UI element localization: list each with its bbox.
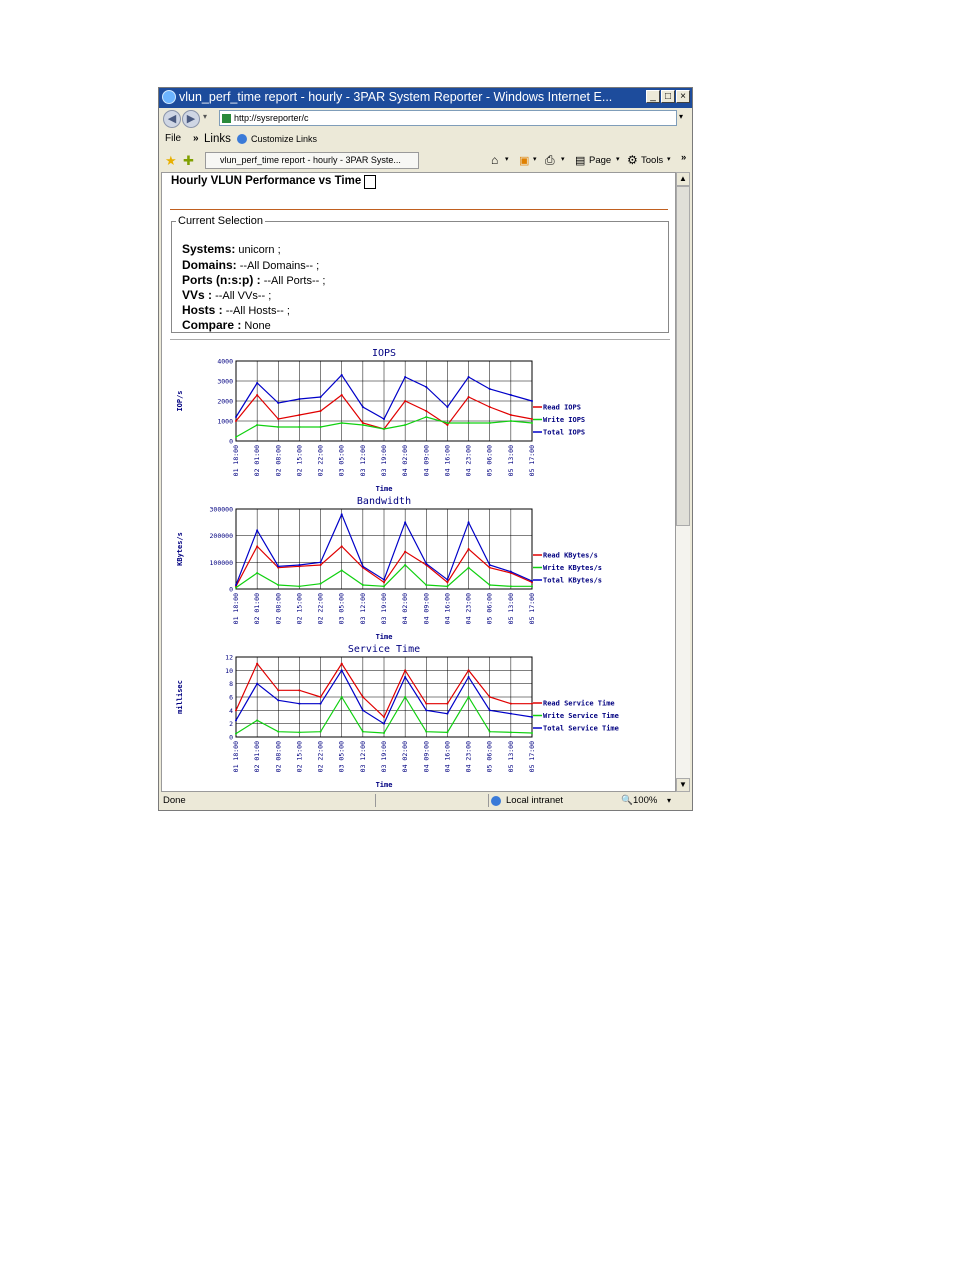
data-point-total-service-time [489, 709, 491, 711]
data-point-write-iops [256, 424, 258, 426]
x-tick-label: 02 22:00 [316, 593, 325, 625]
more-chevron-icon[interactable]: » [681, 152, 687, 163]
file-menu[interactable]: File [165, 133, 182, 144]
data-point-read-service-time [341, 663, 343, 665]
data-point-read-iops [446, 424, 448, 426]
zoom-icon[interactable]: 🔍 [621, 795, 633, 806]
data-point-read-service-time [383, 716, 385, 718]
data-point-write-iops [341, 422, 343, 424]
chevron-icon[interactable]: » [193, 133, 199, 144]
data-point-total-kbytes-s [383, 579, 385, 581]
data-point-total-kbytes-s [489, 564, 491, 566]
data-point-total-kbytes-s [298, 564, 300, 566]
zone-text: Local intranet [506, 795, 564, 806]
divider [170, 209, 668, 210]
selection-compare: Compare : None [182, 318, 271, 332]
data-point-read-kbytes-s [468, 548, 470, 550]
x-tick-label: 02 01:00 [253, 593, 262, 625]
tools-dropdown-icon[interactable]: ▾ [667, 156, 671, 163]
data-point-read-iops [404, 400, 406, 402]
x-tick-label: 01 18:00 [232, 741, 240, 773]
data-point-write-service-time [489, 731, 491, 733]
data-point-read-iops [489, 406, 491, 408]
data-point-write-kbytes-s [531, 585, 533, 587]
legend-label: Read IOPS [543, 403, 581, 412]
x-tick-label: 04 02:00 [401, 593, 410, 625]
current-selection-legend: Current Selection [178, 215, 263, 227]
data-point-read-kbytes-s [256, 545, 258, 547]
x-tick-label: 03 12:00 [358, 741, 367, 773]
add-favorites-icon[interactable]: ✚ [183, 153, 194, 168]
data-point-read-kbytes-s [446, 581, 448, 583]
x-tick-label: 02 08:00 [274, 593, 283, 625]
y-tick-label: 2 [229, 720, 233, 729]
data-point-read-kbytes-s [489, 567, 491, 569]
command-bar [159, 150, 692, 172]
data-point-total-service-time [256, 683, 258, 685]
y-tick-label: 3000 [217, 377, 233, 386]
data-point-write-service-time [446, 731, 448, 733]
selection-vvs: VVs : --All VVs-- ; [182, 288, 272, 302]
data-point-total-service-time [298, 703, 300, 705]
data-point-write-service-time [298, 731, 300, 733]
intranet-globe-icon [491, 796, 501, 806]
x-tick-label: 03 19:00 [380, 445, 388, 477]
minimize-button[interactable]: _ [646, 90, 660, 103]
x-tick-label: 02 15:00 [295, 445, 304, 477]
data-point-read-iops [468, 396, 470, 398]
data-point-total-iops [298, 398, 300, 400]
x-tick-label: 02 08:00 [274, 445, 283, 477]
tab-title: vlun_perf_time report - hourly - 3PAR Syste... [220, 155, 401, 165]
data-point-total-kbytes-s [341, 513, 343, 515]
data-point-write-kbytes-s [425, 584, 427, 586]
x-tick-label: 02 15:00 [295, 741, 304, 773]
browser-window [158, 87, 693, 811]
data-point-write-service-time [383, 732, 385, 734]
data-point-total-service-time [468, 676, 470, 678]
data-point-write-kbytes-s [235, 587, 237, 589]
x-axis-label: Time [375, 633, 393, 641]
data-point-write-iops [425, 416, 427, 418]
address-input[interactable] [219, 110, 677, 126]
data-point-write-kbytes-s [446, 585, 448, 587]
data-point-read-iops [235, 420, 237, 422]
chart-title: Service Time [347, 644, 421, 655]
data-point-read-kbytes-s [383, 581, 385, 583]
x-tick-label: 02 01:00 [253, 445, 262, 477]
data-point-write-service-time [235, 733, 237, 735]
x-tick-label: 04 16:00 [443, 445, 452, 477]
legend-label: Read Service Time [543, 699, 615, 708]
y-tick-label: 0 [229, 733, 233, 742]
page-menu[interactable]: Page [589, 155, 612, 166]
data-point-total-service-time [404, 676, 406, 678]
status-bar [159, 792, 692, 810]
y-tick-label: 2000 [217, 397, 233, 406]
data-point-write-service-time [425, 731, 427, 733]
x-tick-label: 04 16:00 [443, 593, 452, 625]
data-point-total-iops [468, 376, 470, 378]
legend-label: Total IOPS [543, 428, 586, 437]
vertical-scrollbar[interactable] [676, 172, 690, 792]
y-tick-label: 1000 [217, 417, 233, 426]
data-point-read-service-time [298, 689, 300, 691]
page-icon [222, 114, 231, 123]
data-point-write-iops [383, 428, 385, 430]
x-tick-label: 05 06:00 [485, 593, 494, 625]
data-point-total-iops [235, 416, 237, 418]
feeds-icon[interactable]: ▣ [519, 155, 530, 167]
y-tick-label: 0 [229, 585, 233, 594]
y-tick-label: 0 [229, 437, 233, 446]
data-point-total-kbytes-s [425, 563, 427, 565]
data-point-write-iops [510, 420, 512, 422]
data-point-read-service-time [425, 703, 427, 705]
data-point-total-iops [510, 394, 512, 396]
export-document-icon[interactable] [364, 175, 376, 189]
data-point-write-iops [277, 426, 279, 428]
x-tick-label: 04 09:00 [422, 445, 431, 477]
legend-label: Total KBytes/s [543, 576, 603, 585]
data-point-write-kbytes-s [341, 569, 343, 571]
x-tick-label: 05 13:00 [506, 445, 515, 477]
data-point-write-service-time [468, 696, 470, 698]
data-point-write-kbytes-s [277, 584, 279, 586]
status-text: Done [163, 795, 186, 806]
data-point-total-kbytes-s [531, 580, 533, 582]
zoom-dropdown-icon[interactable]: ▾ [667, 796, 672, 805]
x-tick-label: 04 02:00 [401, 445, 410, 477]
page-content [161, 172, 676, 792]
legend-label: Write KBytes/s [543, 564, 603, 572]
data-point-total-service-time [425, 709, 427, 711]
x-tick-label: 04 09:00 [422, 741, 431, 773]
y-tick-label: 300000 [209, 505, 233, 514]
data-point-write-service-time [256, 719, 258, 721]
maximize-button[interactable]: □ [661, 90, 675, 103]
favorites-star-icon[interactable]: ★ [165, 153, 177, 168]
data-point-read-service-time [320, 696, 322, 698]
x-tick-label: 05 06:00 [485, 741, 494, 773]
y-tick-label: 12 [225, 653, 233, 662]
selection-systems: Systems: unicorn ; [182, 242, 281, 256]
y-axis-label: KBytes/s [176, 532, 184, 566]
data-point-write-service-time [341, 696, 343, 698]
x-tick-label: 02 22:00 [316, 445, 325, 477]
bandwidth-chart [170, 493, 650, 641]
x-tick-label: 02 15:00 [295, 593, 304, 625]
current-selection-box [171, 221, 669, 333]
x-tick-label: 05 13:00 [506, 593, 515, 625]
data-point-read-service-time [468, 669, 470, 671]
customize-links[interactable]: Customize Links [251, 134, 318, 144]
x-tick-label: 03 19:00 [380, 741, 388, 773]
zoom-level[interactable]: 100% [633, 795, 658, 806]
data-point-write-kbytes-s [510, 585, 512, 587]
data-point-read-service-time [235, 709, 237, 711]
links-label[interactable]: Links [204, 133, 231, 145]
data-point-total-kbytes-s [320, 561, 322, 563]
data-point-write-kbytes-s [256, 572, 258, 574]
iops-chart [170, 345, 650, 493]
data-point-write-service-time [362, 731, 364, 733]
x-tick-label: 02 01:00 [253, 741, 262, 773]
data-point-read-iops [277, 418, 279, 420]
data-point-write-service-time [510, 731, 512, 733]
data-point-total-service-time [277, 699, 279, 701]
scroll-thumb[interactable] [676, 186, 690, 526]
x-tick-label: 05 17:00 [528, 741, 536, 773]
data-point-total-iops [383, 418, 385, 420]
data-point-total-iops [425, 386, 427, 388]
title-bar [159, 88, 692, 108]
x-tick-label: 03 12:00 [358, 445, 367, 477]
data-point-write-iops [362, 424, 364, 426]
data-point-read-service-time [489, 696, 491, 698]
x-tick-label: 03 19:00 [380, 593, 388, 625]
x-tick-label: 03 05:00 [337, 741, 346, 773]
page-menu-icon[interactable]: ▤ [575, 155, 586, 167]
data-point-read-service-time [531, 703, 533, 705]
tab-current[interactable] [205, 152, 419, 169]
address-dropdown-icon[interactable]: ▾ [679, 112, 684, 121]
data-point-read-service-time [362, 696, 364, 698]
selection-ports: Ports (n:s:p) : --All Ports-- ; [182, 273, 326, 287]
data-point-write-iops [404, 424, 406, 426]
forward-arrow-icon[interactable]: ▶ [182, 110, 200, 128]
window-title: vlun_perf_time report - hourly - 3PAR System Reporter - Windows Internet E... [179, 90, 613, 104]
chart-title: IOPS [371, 348, 397, 359]
service-time-chart [170, 641, 650, 789]
x-tick-label: 02 08:00 [274, 741, 283, 773]
x-tick-label: 03 05:00 [337, 593, 346, 625]
data-point-read-service-time [404, 669, 406, 671]
data-point-total-kbytes-s [256, 529, 258, 531]
page-title: Hourly VLUN Performance vs Time [171, 175, 376, 189]
x-tick-label: 05 17:00 [528, 593, 536, 625]
data-point-read-iops [362, 422, 364, 424]
data-point-total-service-time [510, 713, 512, 715]
data-point-write-iops [531, 422, 533, 424]
data-point-write-service-time [320, 731, 322, 733]
legend-label: Write Service Time [543, 712, 619, 720]
data-point-total-service-time [446, 713, 448, 715]
data-point-total-service-time [383, 723, 385, 725]
x-tick-label: 04 23:00 [464, 445, 473, 477]
data-point-read-service-time [277, 689, 279, 691]
close-button[interactable]: × [676, 90, 690, 103]
x-tick-label: 05 17:00 [528, 445, 536, 477]
x-tick-label: 04 02:00 [401, 741, 410, 773]
data-point-read-service-time [256, 663, 258, 665]
links-bar [159, 130, 692, 148]
y-tick-label: 6 [229, 693, 233, 702]
scroll-down-icon[interactable]: ▼ [676, 778, 690, 792]
x-tick-label: 03 12:00 [358, 593, 367, 625]
data-point-read-kbytes-s [404, 551, 406, 553]
x-tick-label: 01 18:00 [232, 593, 240, 625]
legend-label: Total Service Time [543, 724, 619, 733]
data-point-write-service-time [531, 732, 533, 734]
data-point-write-iops [320, 426, 322, 428]
data-point-total-kbytes-s [510, 571, 512, 573]
y-tick-label: 100000 [209, 558, 233, 567]
data-point-read-kbytes-s [341, 545, 343, 547]
data-point-read-service-time [446, 703, 448, 705]
data-point-write-iops [489, 422, 491, 424]
page-dropdown-icon[interactable]: ▾ [616, 156, 620, 163]
data-point-write-kbytes-s [404, 564, 406, 566]
tools-gear-icon[interactable]: ⚙ [627, 153, 638, 167]
history-dropdown-icon[interactable]: ▾ [203, 112, 208, 121]
data-point-total-iops [489, 388, 491, 390]
data-point-write-iops [446, 422, 448, 424]
feeds-dropdown-icon[interactable]: ▾ [533, 156, 537, 163]
data-point-read-iops [256, 394, 258, 396]
data-point-read-service-time [510, 703, 512, 705]
ie-link-icon [237, 134, 247, 144]
print-icon[interactable]: ⎙ [545, 153, 555, 167]
data-point-write-kbytes-s [320, 583, 322, 585]
data-point-total-iops [256, 382, 258, 384]
data-point-total-kbytes-s [468, 521, 470, 523]
data-point-write-service-time [404, 696, 406, 698]
data-point-total-kbytes-s [446, 579, 448, 581]
data-point-write-service-time [277, 731, 279, 733]
data-point-total-kbytes-s [277, 565, 279, 567]
back-arrow-icon[interactable]: ◀ [163, 110, 181, 128]
data-point-write-iops [468, 422, 470, 424]
data-point-total-service-time [320, 703, 322, 705]
address-url: http://sysreporter/c [234, 113, 309, 123]
x-tick-label: 01 18:00 [232, 445, 240, 477]
data-point-read-iops [298, 414, 300, 416]
x-axis-label: Time [375, 485, 393, 493]
y-axis-label: millisec [176, 680, 184, 714]
y-tick-label: 10 [225, 666, 233, 675]
y-tick-label: 8 [229, 680, 233, 689]
x-tick-label: 04 16:00 [443, 741, 452, 773]
data-point-write-kbytes-s [468, 567, 470, 569]
data-point-read-iops [320, 410, 322, 412]
data-point-total-kbytes-s [362, 565, 364, 567]
data-point-read-kbytes-s [320, 564, 322, 566]
x-tick-label: 04 23:00 [464, 741, 473, 773]
data-point-write-iops [298, 426, 300, 428]
data-point-total-kbytes-s [404, 521, 406, 523]
data-point-total-kbytes-s [235, 584, 237, 586]
x-tick-label: 04 23:00 [464, 593, 473, 625]
divider [170, 339, 670, 340]
selection-domains: Domains: --All Domains-- ; [182, 258, 320, 272]
data-point-total-service-time [531, 716, 533, 718]
data-point-total-iops [277, 402, 279, 404]
status-panes [375, 794, 489, 807]
data-point-write-kbytes-s [298, 585, 300, 587]
x-tick-label: 05 06:00 [485, 445, 494, 477]
data-point-total-iops [531, 400, 533, 402]
x-tick-label: 03 05:00 [337, 445, 346, 477]
data-point-total-service-time [362, 709, 364, 711]
x-axis-label: Time [375, 781, 393, 789]
data-point-read-iops [341, 394, 343, 396]
data-point-total-iops [362, 406, 364, 408]
x-tick-label: 05 13:00 [506, 741, 515, 773]
data-point-total-service-time [235, 719, 237, 721]
data-point-read-iops [425, 410, 427, 412]
data-point-total-service-time [341, 669, 343, 671]
y-tick-label: 4 [229, 706, 233, 715]
internet-explorer-icon [162, 90, 176, 104]
tools-menu[interactable]: Tools [641, 155, 664, 166]
y-tick-label: 200000 [209, 532, 233, 541]
x-tick-label: 02 22:00 [316, 741, 325, 773]
selection-hosts: Hosts : --All Hosts-- ; [182, 303, 290, 317]
home-icon[interactable]: ⌂ [491, 153, 499, 167]
y-tick-label: 4000 [217, 357, 233, 366]
data-point-write-iops [235, 436, 237, 438]
address-bar-row [159, 108, 692, 130]
chart-title: Bandwidth [356, 496, 412, 507]
data-point-total-iops [341, 374, 343, 376]
data-point-total-iops [320, 396, 322, 398]
data-point-read-iops [510, 414, 512, 416]
data-point-write-kbytes-s [383, 585, 385, 587]
data-point-read-iops [531, 418, 533, 420]
y-axis-label: IOP/s [176, 390, 184, 412]
data-point-write-kbytes-s [489, 584, 491, 586]
data-point-total-iops [446, 406, 448, 408]
data-point-write-kbytes-s [362, 584, 364, 586]
data-point-total-iops [404, 376, 406, 378]
legend-label: Read KBytes/s [543, 551, 598, 560]
scroll-up-icon[interactable]: ▲ [676, 172, 690, 186]
home-dropdown-icon[interactable]: ▾ [505, 156, 509, 163]
legend-label: Write IOPS [543, 416, 586, 424]
x-tick-label: 04 09:00 [422, 593, 431, 625]
print-dropdown-icon[interactable]: ▾ [561, 156, 565, 163]
